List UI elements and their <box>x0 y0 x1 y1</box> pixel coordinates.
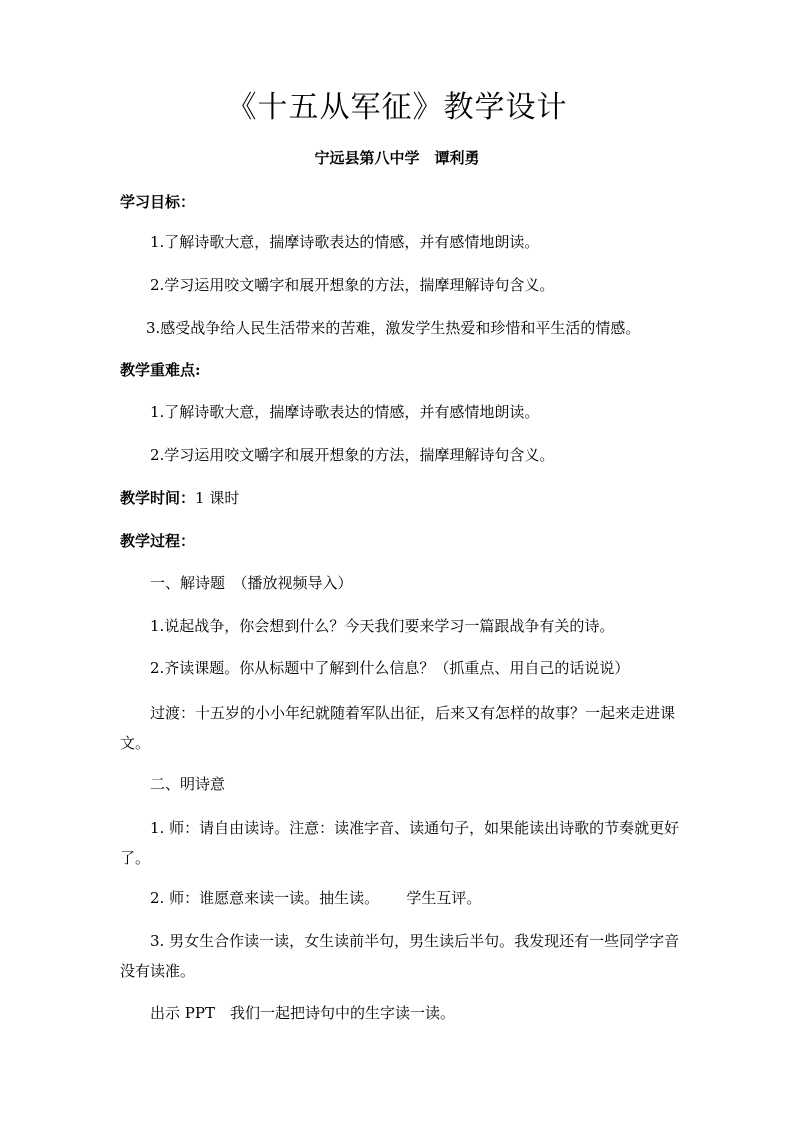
goal-item-1: 1.了解诗歌大意，揣摩诗歌表达的情感，并有感情地朗读。 <box>150 233 540 251</box>
section-2-heading: 二、明诗意 <box>150 775 226 793</box>
key-point-item-2: 2.学习运用咬文嚼字和展开想象的方法，揣摩理解诗句含义。 <box>150 446 555 464</box>
key-points-heading: 教学重难点: <box>120 361 201 379</box>
goal-item-3: 3.感受战争给人民生活带来的苦难，激发学生热爱和珍惜和平生活的情感。 <box>146 319 641 337</box>
section-2-item-3: 3. 男女生合作读一读，女生读前半句，男生读后半句。我发现还有一些同学字音没有读准。 <box>120 932 680 980</box>
section-1-heading: 一、解诗题 （播放视频导入） <box>150 574 353 592</box>
ppt-instruction: 出示 PPT 我们一起把诗句中的生字读一读。 <box>150 1004 455 1022</box>
section-2-item-1: 1. 师：请自由读诗。注意：读准字音、读通句子，如果能读出诗歌的节奏就更好了。 <box>120 819 680 867</box>
goal-item-2: 2.学习运用咬文嚼字和展开想象的方法，揣摩理解诗句含义。 <box>150 276 555 294</box>
teaching-time <box>120 486 680 510</box>
document-title: 《十五从军征》教学设计 <box>226 90 568 125</box>
process-heading: 教学过程： <box>120 532 196 550</box>
teaching-time-value: 1 课时 <box>195 489 240 507</box>
key-point-item-1: 1.了解诗歌大意，揣摩诗歌表达的情感，并有感情地朗读。 <box>150 403 540 421</box>
section-1-item-1: 1.说起战争，你会想到什么？今天我们要来学习一篇跟战争有关的诗。 <box>150 617 615 635</box>
author-line: 宁远县第八中学 谭利勇 <box>314 149 480 167</box>
section-2-item-2: 2. 师：谁愿意来读一读。抽生读。 学生互评。 <box>150 889 482 907</box>
teaching-time-label: 教学时间： <box>120 489 196 507</box>
goals-heading: 学习目标： <box>120 193 196 211</box>
transition-paragraph: 过渡：十五岁的小小年纪就随着军队出征，后来又有怎样的故事？一起来走进课文。 <box>120 704 676 752</box>
section-1-item-2: 2.齐读课题。你从标题中了解到什么信息？（抓重点、用自己的话说说） <box>150 659 630 677</box>
